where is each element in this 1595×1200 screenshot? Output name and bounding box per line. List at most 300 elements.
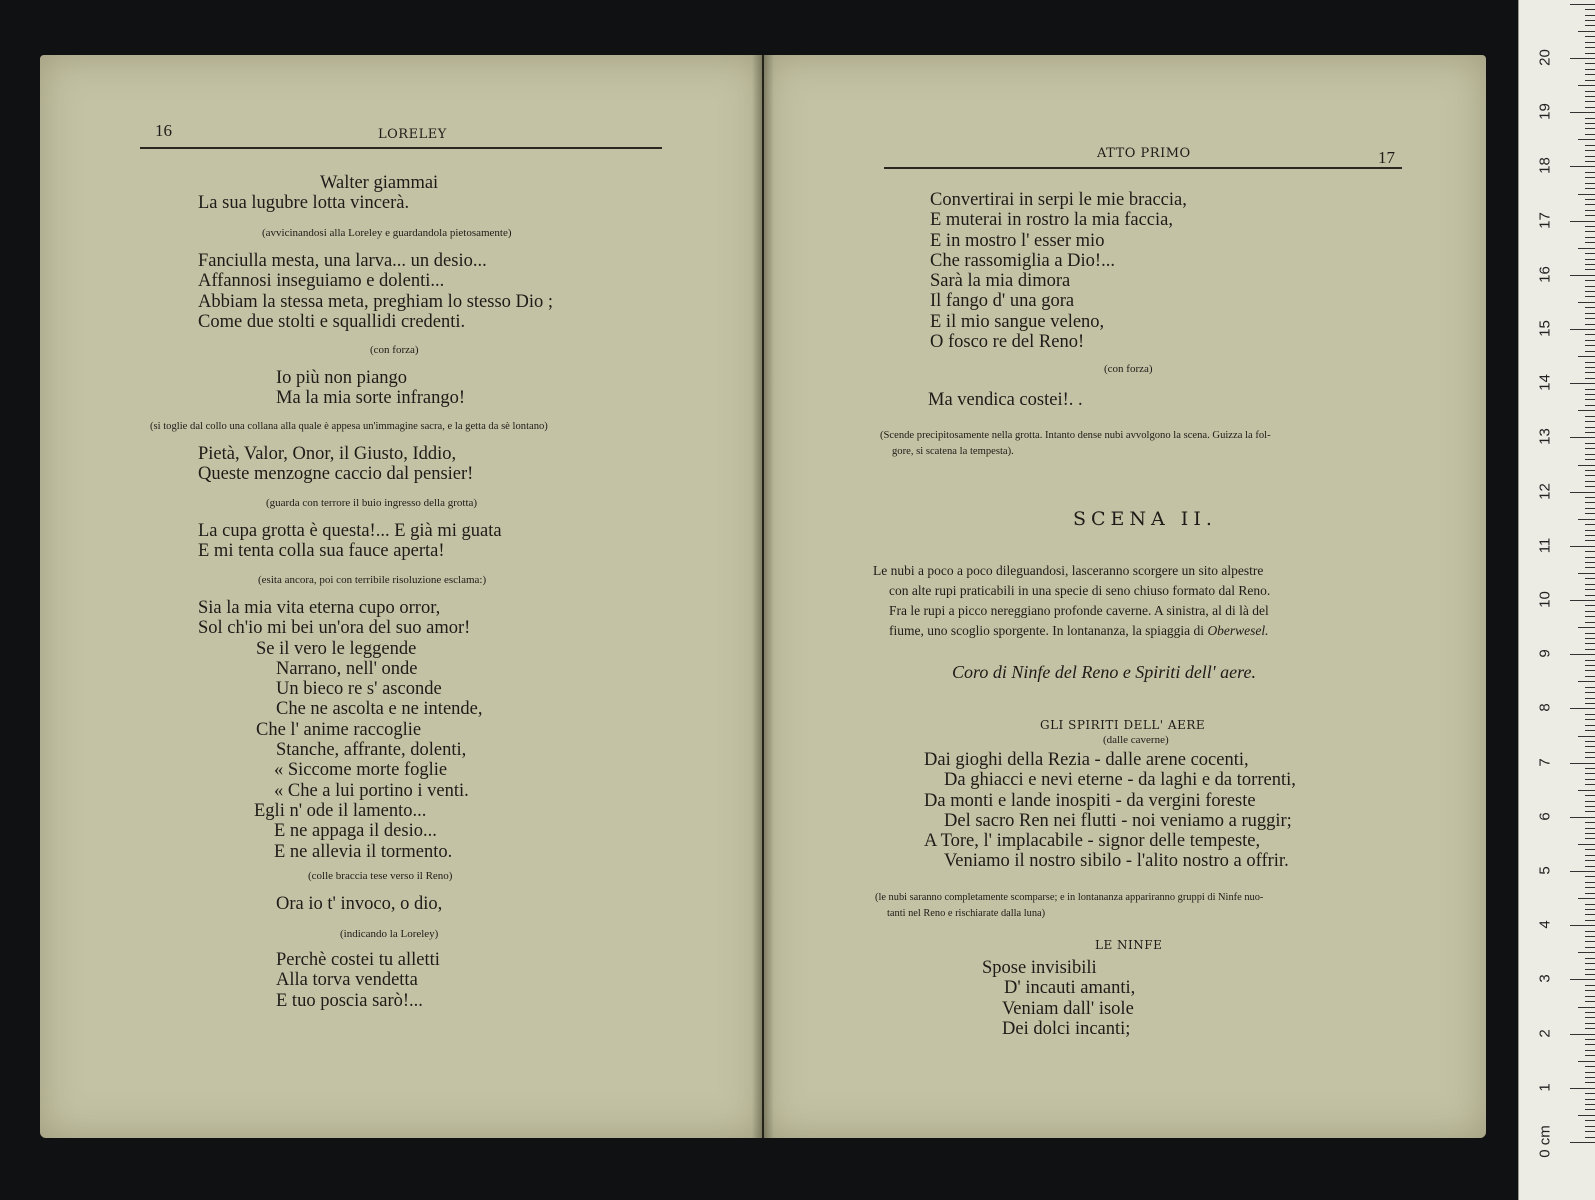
ruler-tick bbox=[1585, 405, 1595, 406]
verse-line: Veniam dall' isole bbox=[1002, 998, 1134, 1019]
ruler-tick bbox=[1585, 367, 1595, 368]
ruler-tick bbox=[1585, 1072, 1595, 1073]
ruler-tick bbox=[1585, 947, 1595, 948]
ruler-tick bbox=[1585, 286, 1595, 287]
left-running-head: LORELEY bbox=[378, 127, 447, 142]
stage-direction: (con forza) bbox=[1104, 363, 1153, 375]
ruler-tick bbox=[1585, 172, 1595, 173]
right-running-head: ATTO PRIMO bbox=[1097, 146, 1191, 161]
verse-line: Queste menzogne caccio dal pensier! bbox=[198, 464, 474, 485]
ruler-tick bbox=[1585, 351, 1595, 352]
ruler-tick bbox=[1585, 969, 1595, 970]
ruler-tick bbox=[1570, 166, 1595, 167]
prose-line: fiume, uno scoglio sporgente. In lontananza, la spiaggia di bbox=[889, 623, 1205, 638]
ruler-number: 18 bbox=[1536, 157, 1554, 175]
ruler-number: 1 bbox=[1536, 1083, 1554, 1092]
stage-line: gore, si scatena la tempesta). bbox=[892, 446, 1014, 457]
ruler-tick bbox=[1585, 1050, 1595, 1051]
ruler-number: 19 bbox=[1536, 103, 1554, 121]
ruler-tick bbox=[1585, 36, 1595, 37]
verse-line: Ma la mia sorte infrango! bbox=[276, 388, 466, 409]
ruler-tick bbox=[1585, 42, 1595, 43]
ruler-number: 16 bbox=[1536, 265, 1554, 283]
ruler-tick bbox=[1585, 622, 1595, 623]
ruler-tick bbox=[1585, 448, 1595, 449]
ruler-tick bbox=[1585, 318, 1595, 319]
ruler-number: 3 bbox=[1536, 974, 1554, 984]
ruler-tick bbox=[1570, 58, 1595, 59]
ruler-tick bbox=[1585, 779, 1595, 780]
ruler-tick bbox=[1585, 1137, 1595, 1138]
verse-line: Se il vero le leggende bbox=[256, 638, 417, 659]
ruler-tick bbox=[1585, 231, 1595, 232]
verse-line: E ne allevia il tormento. bbox=[274, 841, 453, 862]
stage-direction: (guarda con terrore il buio ingresso della grotta) bbox=[266, 497, 478, 509]
verse-line: Che rassomiglia a Dio!... bbox=[930, 250, 1115, 271]
ruler-tick bbox=[1585, 128, 1595, 129]
verse-line: Fanciulla mesta, una larva... un desio... bbox=[198, 251, 487, 271]
ruler-tick bbox=[1585, 177, 1595, 178]
ruler-tick bbox=[1585, 1120, 1595, 1121]
ruler-tick bbox=[1585, 454, 1595, 455]
prose-line: Fra le rupi a picco nereggiano profonde caverne. A sinistra, al di là del bbox=[889, 603, 1269, 618]
ruler-tick bbox=[1585, 838, 1595, 839]
ruler-tick bbox=[1585, 893, 1595, 894]
ruler-tick bbox=[1585, 551, 1595, 552]
ruler-tick bbox=[1585, 1077, 1595, 1078]
ruler-tick bbox=[1585, 459, 1595, 460]
ruler-tick bbox=[1585, 741, 1595, 742]
ruler-tick bbox=[1585, 1093, 1595, 1094]
ruler-tick bbox=[1585, 866, 1595, 867]
ruler-tick bbox=[1585, 156, 1595, 157]
ruler-number: 13 bbox=[1536, 428, 1554, 446]
verse-line: La cupa grotta è questa!... E già mi guata bbox=[198, 521, 502, 541]
stage-line: (le nubi saranno completamente scomparse; e in lontananza appariranno gruppi di Ninfe nuo- bbox=[875, 892, 1264, 903]
ruler-tick bbox=[1585, 1131, 1595, 1132]
ruler-tick bbox=[1585, 1001, 1595, 1002]
ruler-tick bbox=[1578, 519, 1595, 520]
ruler-tick bbox=[1585, 974, 1595, 975]
verse-line: « Siccome morte foglie bbox=[274, 760, 448, 781]
ruler-tick bbox=[1585, 389, 1595, 390]
ruler-tick bbox=[1585, 1104, 1595, 1105]
ruler-tick bbox=[1578, 85, 1595, 86]
verse-line: Del sacro Ren nei flutti - noi veniamo a ruggir; bbox=[944, 810, 1292, 831]
ruler-tick bbox=[1585, 107, 1595, 108]
ruler-tick bbox=[1585, 345, 1595, 346]
ruler-tick bbox=[1578, 573, 1595, 574]
ruler-tick bbox=[1585, 833, 1595, 834]
stage-direction: (esita ancora, poi con terribile risoluzione esclama:) bbox=[258, 574, 487, 586]
ruler-tick bbox=[1570, 1142, 1595, 1143]
ruler-tick bbox=[1570, 817, 1595, 818]
ruler-tick bbox=[1570, 546, 1595, 547]
ruler-tick bbox=[1585, 378, 1595, 379]
left-verse-1 bbox=[198, 173, 438, 214]
ruler-tick bbox=[1585, 1109, 1595, 1110]
ruler-tick bbox=[1585, 508, 1595, 509]
ruler-tick bbox=[1585, 150, 1595, 151]
ruler-tick bbox=[1585, 1066, 1595, 1067]
ruler-tick bbox=[1585, 1028, 1595, 1029]
ruler-tick bbox=[1578, 194, 1595, 195]
ruler-tick bbox=[1585, 920, 1595, 921]
ruler-number: 2 bbox=[1536, 1028, 1554, 1038]
ruler-tick bbox=[1585, 589, 1595, 590]
ruler-tick bbox=[1585, 1055, 1595, 1056]
book-gutter bbox=[752, 55, 774, 1138]
ruler-tick bbox=[1585, 416, 1595, 417]
ruler-tick bbox=[1585, 145, 1595, 146]
ruler-tick bbox=[1585, 324, 1595, 325]
ruler-tick bbox=[1585, 1039, 1595, 1040]
ruler-tick bbox=[1585, 860, 1595, 861]
ruler-tick bbox=[1585, 676, 1595, 677]
verse-line: Come due stolti e squallidi credenti. bbox=[198, 311, 466, 332]
ruler-number: 20 bbox=[1536, 49, 1554, 66]
right-header-rule bbox=[884, 167, 1402, 169]
ruler-tick bbox=[1585, 1082, 1595, 1083]
right-verse-2: Ma vendica costei!. . bbox=[928, 390, 1083, 410]
ruler-tick bbox=[1585, 985, 1595, 986]
ruler-tick bbox=[1570, 492, 1595, 493]
ruler-tick bbox=[1570, 979, 1595, 980]
ruler-tick bbox=[1578, 681, 1595, 682]
ruler-tick bbox=[1585, 605, 1595, 606]
speaker-spiriti: GLI SPIRITI DELL' AERE bbox=[1040, 718, 1206, 732]
ruler-tick bbox=[1585, 63, 1595, 64]
verse-line: Sol ch'io mi bei un'ora del suo amor! bbox=[198, 618, 471, 639]
ruler-number: 15 bbox=[1536, 320, 1554, 337]
left-verse-4 bbox=[198, 444, 473, 485]
ruler-tick bbox=[1578, 1115, 1595, 1116]
verse-line: Egli n' ode il lamento... bbox=[254, 800, 427, 821]
right-verse-1 bbox=[930, 190, 1187, 352]
ruler-tick bbox=[1570, 871, 1595, 872]
ruler-tick bbox=[1585, 9, 1595, 10]
ruler-tick bbox=[1570, 763, 1595, 764]
ruler-tick bbox=[1570, 329, 1595, 330]
ruler-number: 12 bbox=[1536, 482, 1554, 500]
verse-line: Che ne ascolta e ne intende, bbox=[276, 699, 483, 720]
ruler-number: 9 bbox=[1536, 649, 1554, 658]
ruler-tick bbox=[1570, 708, 1595, 709]
ruler-tick bbox=[1585, 334, 1595, 335]
ruler-tick bbox=[1585, 692, 1595, 693]
verse-line: Da ghiacci e nevi eterne - da laghi e da torrenti, bbox=[944, 770, 1296, 791]
stage-direction bbox=[880, 428, 1271, 460]
ruler-tick bbox=[1585, 638, 1595, 639]
left-header-rule bbox=[140, 147, 662, 149]
ruler-tick bbox=[1585, 784, 1595, 785]
left-verse-8 bbox=[276, 950, 440, 1011]
stage-direction: (indicando la Loreley) bbox=[340, 928, 439, 940]
verse-line: E mi tenta colla sua fauce aperta! bbox=[198, 541, 445, 562]
verse-line: Affannosi inseguiamo e dolenti... bbox=[198, 271, 445, 292]
ruler-tick bbox=[1585, 698, 1595, 699]
ruler-tick bbox=[1585, 633, 1595, 634]
ruler-tick bbox=[1578, 410, 1595, 411]
ruler-tick bbox=[1585, 259, 1595, 260]
ruler-tick bbox=[1585, 269, 1595, 270]
verse-line: Sarà la mia dimora bbox=[930, 271, 1071, 292]
ruler-tick bbox=[1585, 584, 1595, 585]
ruler-tick bbox=[1585, 562, 1595, 563]
ruler-tick bbox=[1585, 183, 1595, 184]
ruler-tick bbox=[1585, 914, 1595, 915]
ruler-tick bbox=[1585, 725, 1595, 726]
verse-line: Stanche, affrante, dolenti, bbox=[276, 740, 467, 761]
ruler-tick bbox=[1585, 714, 1595, 715]
ruler-tick bbox=[1585, 226, 1595, 227]
verse-line: E muterai in rostro la mia faccia, bbox=[930, 210, 1173, 231]
ruler-tick bbox=[1585, 481, 1595, 482]
ruler-tick bbox=[1585, 768, 1595, 769]
ruler-tick bbox=[1585, 882, 1595, 883]
ruler-tick bbox=[1585, 47, 1595, 48]
ruler-tick bbox=[1585, 242, 1595, 243]
ruler-tick bbox=[1585, 660, 1595, 661]
ruler-tick bbox=[1578, 898, 1595, 899]
ruler-tick bbox=[1585, 101, 1595, 102]
verse-line: Alla torva vendetta bbox=[276, 970, 418, 991]
ruler-tick bbox=[1585, 486, 1595, 487]
ruler-tick bbox=[1585, 595, 1595, 596]
ruler-tick bbox=[1570, 221, 1595, 222]
ruler-tick bbox=[1578, 952, 1595, 953]
left-verse-3 bbox=[276, 368, 465, 409]
ruler-number: 11 bbox=[1536, 537, 1554, 554]
ruler-tick bbox=[1585, 421, 1595, 422]
ruler-tick bbox=[1585, 822, 1595, 823]
ruler-tick bbox=[1585, 443, 1595, 444]
ruler-tick bbox=[1585, 80, 1595, 81]
ruler-tick bbox=[1585, 855, 1595, 856]
ruler-tick bbox=[1585, 53, 1595, 54]
ruler-tick bbox=[1585, 280, 1595, 281]
right-verse-3 bbox=[924, 750, 1296, 872]
ruler-tick bbox=[1585, 69, 1595, 70]
ruler-tick bbox=[1585, 134, 1595, 135]
ruler-tick bbox=[1585, 399, 1595, 400]
ruler-tick bbox=[1585, 394, 1595, 395]
ruler-number: 17 bbox=[1536, 211, 1554, 229]
ruler-tick bbox=[1585, 204, 1595, 205]
ruler-tick bbox=[1585, 801, 1595, 802]
verse-line: Un bieco re s' asconde bbox=[276, 679, 442, 700]
ruler-tick bbox=[1585, 199, 1595, 200]
ruler-tick bbox=[1585, 904, 1595, 905]
scene-description bbox=[873, 561, 1270, 641]
ruler-tick bbox=[1570, 1034, 1595, 1035]
ruler-tick bbox=[1585, 649, 1595, 650]
ruler-tick bbox=[1570, 600, 1595, 601]
verse-line: La sua lugubre lotta vincerà. bbox=[198, 193, 410, 214]
ruler-tick bbox=[1585, 746, 1595, 747]
ruler-tick bbox=[1578, 139, 1595, 140]
ruler-tick bbox=[1570, 4, 1595, 5]
stage-direction: (avvicinandosi alla Loreley e guardandola pietosamente) bbox=[262, 227, 512, 239]
ruler-tick bbox=[1585, 665, 1595, 666]
ruler-tick bbox=[1585, 502, 1595, 503]
verse-line: E il mio sangue veleno, bbox=[930, 311, 1105, 332]
verse-line: Io più non piango bbox=[276, 368, 408, 388]
prose-line: Le nubi a poco a poco dileguandosi, lasceranno scorgere un sito alpestre bbox=[873, 563, 1264, 578]
ruler-tick bbox=[1570, 654, 1595, 655]
ruler-tick bbox=[1585, 307, 1595, 308]
stage-line: tanti nel Reno e rischiarate dalla luna) bbox=[887, 908, 1046, 919]
ruler-tick bbox=[1585, 887, 1595, 888]
ruler-tick bbox=[1585, 963, 1595, 964]
verse-line: Veniamo il nostro sibilo - l'alito nostro a offrir. bbox=[944, 851, 1289, 872]
verse-line: Narrano, nell' onde bbox=[276, 658, 418, 679]
ruler-tick bbox=[1578, 248, 1595, 249]
left-verse-2 bbox=[198, 251, 553, 332]
verse-line: Spose invisibili bbox=[982, 958, 1097, 978]
right-page-number: 17 bbox=[1378, 148, 1395, 167]
ruler-tick bbox=[1585, 372, 1595, 373]
ruler-tick bbox=[1585, 237, 1595, 238]
ruler-tick bbox=[1585, 74, 1595, 75]
verse-line: E tuo poscia sarò!... bbox=[276, 990, 423, 1011]
stage-direction: (colle braccia tese verso il Reno) bbox=[308, 870, 453, 882]
ruler-tick bbox=[1578, 356, 1595, 357]
verse-line: E in mostro l' esser mio bbox=[930, 230, 1105, 251]
ruler-tick bbox=[1585, 1023, 1595, 1024]
ruler-tick bbox=[1585, 567, 1595, 568]
ruler-tick bbox=[1585, 123, 1595, 124]
ruler-number: 6 bbox=[1536, 812, 1554, 821]
verse-line: « Che a lui portino i venti. bbox=[274, 780, 469, 801]
ruler-tick bbox=[1585, 931, 1595, 932]
stage-direction: (con forza) bbox=[370, 344, 419, 356]
ruler-tick bbox=[1585, 340, 1595, 341]
ruler-tick bbox=[1585, 719, 1595, 720]
scene-title: SCENA II. bbox=[1073, 508, 1217, 530]
ruler-tick bbox=[1585, 264, 1595, 265]
ruler-tick bbox=[1585, 958, 1595, 959]
place-name: Oberwesel. bbox=[1207, 623, 1269, 638]
verse-line: E ne appaga il desio... bbox=[274, 821, 437, 842]
ruler-tick bbox=[1585, 849, 1595, 850]
ruler-tick bbox=[1585, 296, 1595, 297]
ruler-tick bbox=[1585, 432, 1595, 433]
verse-line: Abbiam la stessa meta, preghiam lo stesso Dio ; bbox=[198, 291, 554, 312]
ruler-number: 7 bbox=[1536, 757, 1554, 767]
ruler-tick bbox=[1585, 1044, 1595, 1045]
ruler-tick bbox=[1585, 1099, 1595, 1100]
ruler-tick bbox=[1585, 876, 1595, 877]
ruler-tick bbox=[1578, 302, 1595, 303]
ruler-tick bbox=[1585, 990, 1595, 991]
ruler-number: 4 bbox=[1536, 920, 1554, 929]
ruler-tick bbox=[1585, 1017, 1595, 1018]
ruler-tick bbox=[1585, 757, 1595, 758]
ruler-tick bbox=[1585, 616, 1595, 617]
ruler-tick bbox=[1585, 15, 1595, 16]
verse-line: Pietà, Valor, Onor, il Giusto, Iddio, bbox=[198, 444, 457, 464]
ruler-tick bbox=[1585, 535, 1595, 536]
ruler-tick bbox=[1585, 253, 1595, 254]
ruler-tick bbox=[1578, 1061, 1595, 1062]
left-page-number: 16 bbox=[155, 121, 172, 140]
ruler-tick bbox=[1585, 291, 1595, 292]
ruler-tick bbox=[1585, 909, 1595, 910]
ruler-tick bbox=[1585, 20, 1595, 21]
ruler-tick bbox=[1585, 470, 1595, 471]
ruler-tick bbox=[1585, 210, 1595, 211]
ruler-number: 0 cm bbox=[1536, 1125, 1554, 1158]
ruler-tick bbox=[1570, 1088, 1595, 1089]
ruler-tick bbox=[1570, 437, 1595, 438]
ruler-tick bbox=[1585, 936, 1595, 937]
ruler-tick bbox=[1578, 465, 1595, 466]
ruler-tick bbox=[1585, 513, 1595, 514]
verse-line: Che l' anime raccoglie bbox=[256, 719, 422, 740]
ruler-tick bbox=[1578, 627, 1595, 628]
left-verse-6 bbox=[198, 598, 483, 862]
ruler-number: 10 bbox=[1536, 591, 1554, 608]
chorus-heading: Coro di Ninfe del Reno e Spiriti dell' aere. bbox=[952, 662, 1256, 682]
ruler-tick bbox=[1585, 578, 1595, 579]
verse-line: A Tore, l' implacabile - signor delle tempeste, bbox=[924, 831, 1261, 852]
stage-direction: (si toglie dal collo una collana alla quale è appesa un'immagine sacra, e la getta da sè lontano) bbox=[150, 421, 548, 432]
verse-line: Sia la mia vita eterna cupo orror, bbox=[198, 598, 441, 618]
ruler-tick bbox=[1570, 383, 1595, 384]
ruler-tick bbox=[1578, 1007, 1595, 1008]
ruler-tick bbox=[1585, 215, 1595, 216]
left-verse-7 bbox=[276, 894, 442, 914]
ruler-tick bbox=[1570, 112, 1595, 113]
ruler-tick bbox=[1585, 524, 1595, 525]
ruler-tick bbox=[1585, 611, 1595, 612]
ruler-tick bbox=[1585, 497, 1595, 498]
stage-line: (Scende precipitosamente nella grotta. Intanto dense nubi avvolgono la scena. Guizza la fol- bbox=[880, 430, 1271, 441]
ruler-tick bbox=[1585, 475, 1595, 476]
ruler-tick bbox=[1585, 828, 1595, 829]
verse-line: Da monti e lande inospiti - da vergini foreste bbox=[924, 790, 1256, 811]
verse-line: O fosco re del Reno! bbox=[930, 332, 1085, 353]
verse-line: Dei dolci incanti; bbox=[1002, 1018, 1131, 1039]
ruler-tick bbox=[1585, 687, 1595, 688]
ruler-tick bbox=[1585, 530, 1595, 531]
ruler-tick bbox=[1585, 313, 1595, 314]
ruler-number: 5 bbox=[1536, 866, 1554, 875]
ruler-tick bbox=[1585, 773, 1595, 774]
ruler-tick bbox=[1585, 25, 1595, 26]
ruler-tick bbox=[1585, 557, 1595, 558]
ruler-tick bbox=[1585, 996, 1595, 997]
verse-line: Ora io t' invoco, o dio, bbox=[276, 894, 443, 914]
ruler-tick bbox=[1585, 806, 1595, 807]
speaker-note: (dalle caverne) bbox=[1103, 734, 1169, 746]
verse-line: D' incauti amanti, bbox=[1004, 978, 1136, 999]
left-verse-5 bbox=[198, 521, 502, 562]
ruler-tick bbox=[1578, 844, 1595, 845]
ruler-tick bbox=[1578, 736, 1595, 737]
ruler-tick bbox=[1585, 730, 1595, 731]
ruler-tick bbox=[1578, 790, 1595, 791]
ruler-tick bbox=[1585, 670, 1595, 671]
verse-line: Dai gioghi della Rezia - dalle arene cocenti, bbox=[924, 750, 1249, 770]
ruler-tick bbox=[1585, 188, 1595, 189]
stage-direction bbox=[875, 890, 1263, 922]
ruler-tick bbox=[1585, 1012, 1595, 1013]
ruler-tick bbox=[1585, 795, 1595, 796]
ruler-tick bbox=[1585, 118, 1595, 119]
verse-line: Walter giammai bbox=[320, 173, 439, 193]
